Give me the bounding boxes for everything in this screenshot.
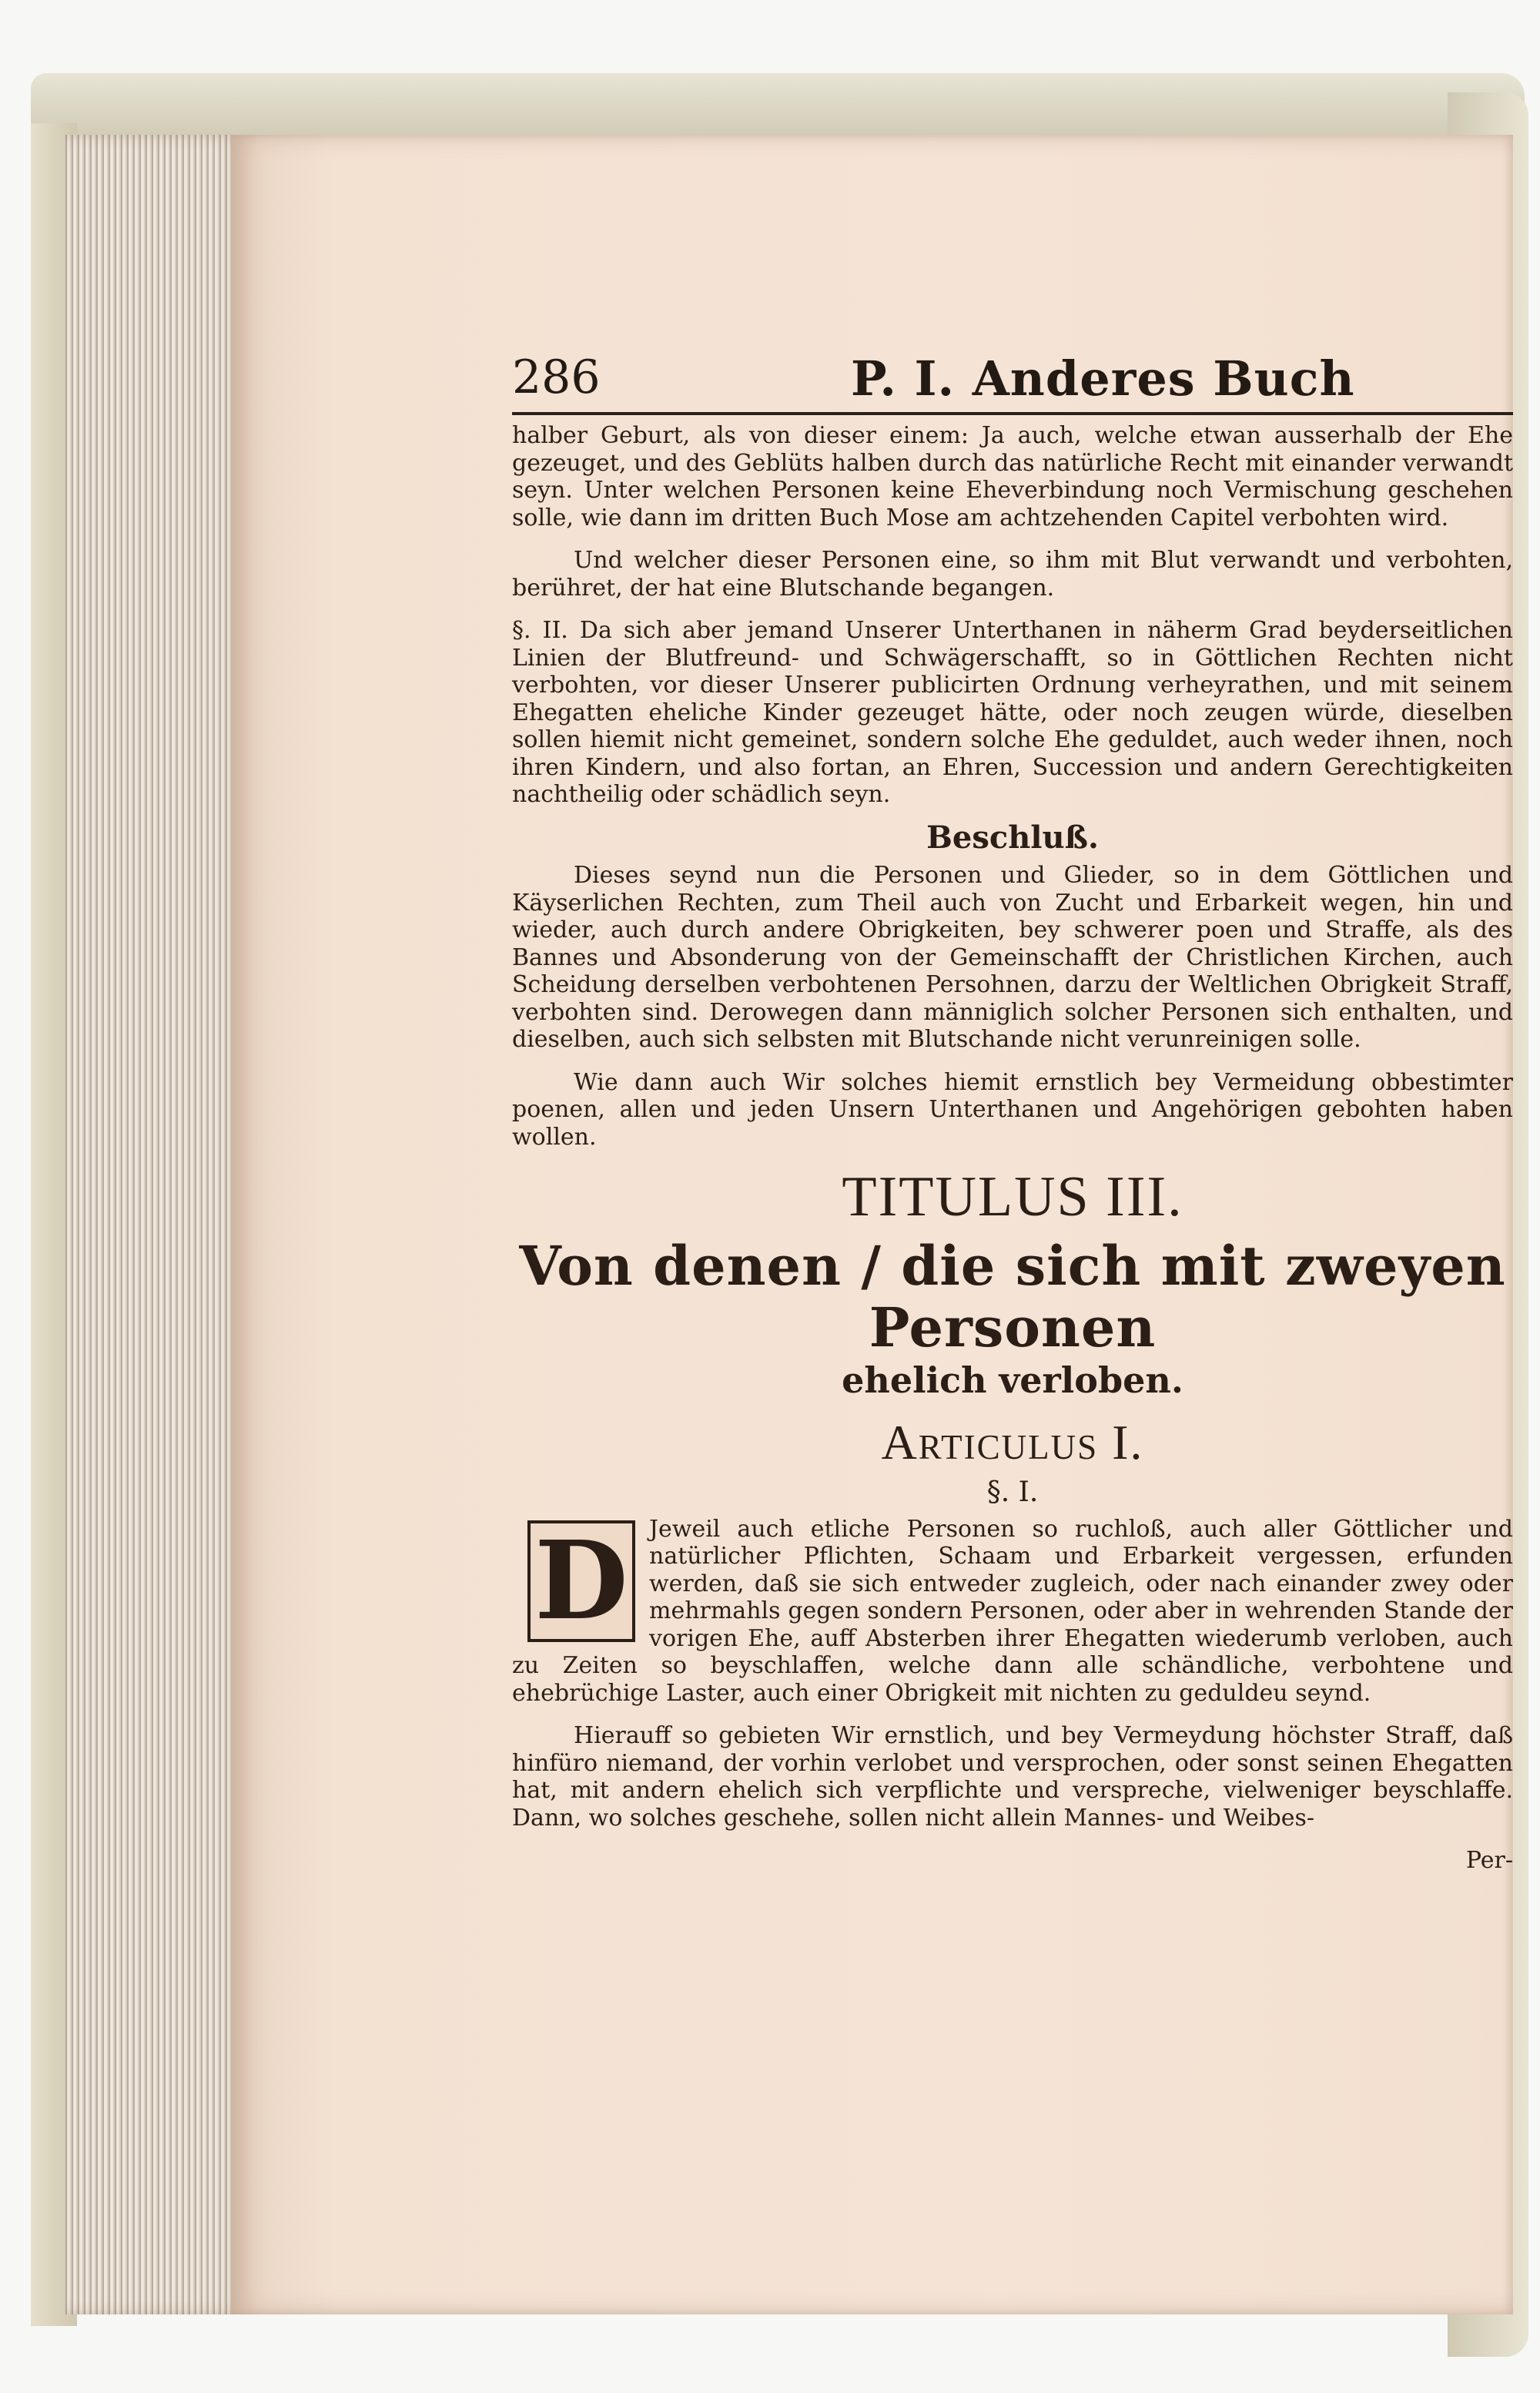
page-number: 286 xyxy=(512,350,601,404)
page-header xyxy=(512,350,1513,412)
articulus-heading: Articulus I. xyxy=(881,1415,1144,1470)
catchword: Per- xyxy=(1465,1847,1513,1874)
paragraph-5: Wie dann auch Wir solches hiemit ernstlich bey Vermeidung obbestimter poenen, allen und jeden Unsern Unterthanen und Angehörigen gebohten haben wollen. xyxy=(512,1068,1513,1151)
header-rule xyxy=(512,412,1513,415)
paragraph-6: Jeweil auch etliche Personen so ruchloß, auch aller Göttlicher und natürlicher Pflichten, Schaam und Erbarkeit vergessen, erfunden werden, daß sie sich entweder zugleich, oder nach einander zwey oder mehrmahls gegen sondern Personen, oder aber in wehrenden Stande der vorigen Ehe, auff Absterben ihrer Ehegatten wiederumb verloben, auch zu Zeiten so beyschlaffen, welche dann alle schändliche, verbohtene und ehebrüchige Laster, auch einer Obrigkeit mit nichten zu geduldeu seynd. xyxy=(512,1515,1513,1707)
dropcap-paragraph xyxy=(512,1516,1513,1708)
section-heading-beschluss: Beschluß. xyxy=(926,819,1099,856)
page-edges xyxy=(65,135,243,2314)
paragraph-4: Dieses seynd nun die Personen und Glieder, so in dem Göttlichen und Käyserlichen Rechten, zum Theil auch von Zucht und Erbarkeit wegen, hin und wieder, auch durch andere Obrigkeiten, bey schwerer poen und Straffe, als des Bannes und Absonderung von der Gemeinschafft der Christlichen Kirchen, auch Scheidung derselben verbohtenen Persohnen, darzu der Weltlichen Obrigkeit Straff, verbohten sind. Derowegen dann männiglich solcher Personen sich enthalten, und dieselben, auch sich selbsten mit Blutschande nicht verunreinigen solle. xyxy=(512,862,1513,1053)
title-line-1: Von denen / die sich mit zweyen Personen xyxy=(519,1234,1506,1359)
paragraph-1: halber Geburt, als von dieser einem: Ja auch, welche etwan ausserhalb der Ehe gezeuget, und des Geblüts halben durch das natürliche Recht mit einander verwandt seyn. Unter welchen Personen keine Eheverbindung noch Vermischung geschehen solle, wie dann im dritten Buch Mose am achtzehenden Capitel verbohten wird. xyxy=(512,422,1513,531)
paragraph-7: Hierauff so gebieten Wir ernstlich, und bey Vermeydung höchster Straff, daß hinfüro niemand, der vorhin verlobet und versprochen, oder sonst seinen Ehegatten hat, mit andern ehelich sich verpflichte und verspreche, vielweniger beyschlaffe. Dann, wo solches geschehe, sollen nicht allein Mannes- und Weibes- xyxy=(512,1722,1513,1832)
paragraph-2: Und welcher dieser Personen eine, so ihm mit Blut verwandt und verbohten, berühret, der hat eine Blutschande begangen. xyxy=(512,547,1513,602)
book-cover-top xyxy=(31,73,1525,142)
titulus-heading: TITULUS III. xyxy=(842,1165,1183,1228)
title-line-2: ehelich verloben. xyxy=(842,1359,1183,1401)
paragraph-3: §. II. Da sich aber jemand Unserer Unterthanen in näherm Grad beyderseitlichen Linien der Blutfreund- und Schwägerschafft, so in Göttlichen Rechten nicht verbohten, vor dieser Unserer publicirten Ordnung verheyrathen, und mit seinem Ehegatten eheliche Kinder gezeuget hätte, oder noch zeugen würde, dieselben sollen hiemit nicht gemeinet, sondern solche Ehe geduldet, auch weder ihnen, noch ihren Kindern, und also fortan, an Ehren, Succession und andern Gerechtigkeiten nachtheilig oder schädlich seyn. xyxy=(512,617,1513,808)
page-body xyxy=(512,422,1513,1875)
running-head: P. I. Anderes Buch xyxy=(851,350,1355,407)
section-sign: §. I. xyxy=(986,1476,1039,1508)
dropcap-initial: D xyxy=(527,1520,635,1642)
